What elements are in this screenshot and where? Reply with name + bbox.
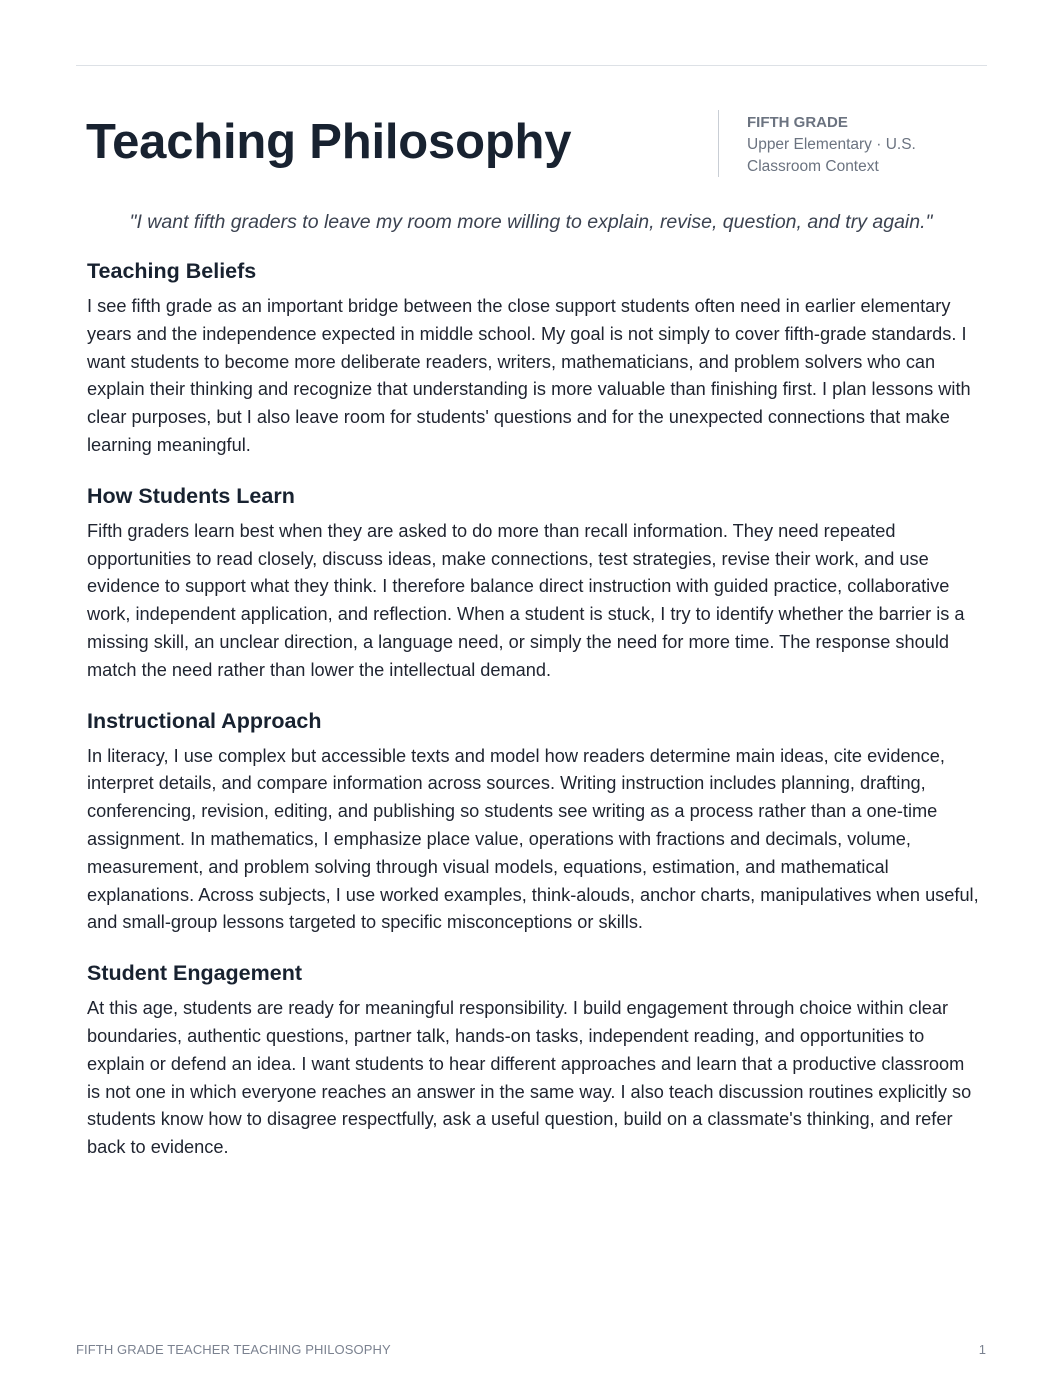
section-teaching-beliefs: [87, 255, 980, 460]
page-title: Teaching Philosophy: [86, 115, 572, 169]
page-number: 1: [978, 1342, 986, 1357]
section-heading: How Students Learn: [87, 483, 295, 508]
section-paragraph: At this age, students are ready for meaningful responsibility. I build engagement through choice within clear boundaries, authentic questions, partner talk, hands-on tasks, independent reading, and opportunities to explain or defend an idea. I want students to hear different approaches and learn that a productive classroom is not one in which everyone reaches an answer in the same way. I also teach discussion routines explicitly so students know how to disagree respectfully, ask a useful question, build on a classmate's thinking, and refer back to evidence.: [87, 998, 972, 1158]
section-heading: Teaching Beliefs: [87, 259, 257, 283]
section-instructional-approach: [87, 705, 980, 938]
context-label: Classroom Context: [747, 158, 879, 175]
pull-quote: "I want fifth graders to leave my room more willing to explain, revise, question, and try again.": [129, 211, 933, 233]
section-paragraph: I see fifth grade as an important bridge between the close support students often need in earlier elementary years and the independence expected in middle school. My goal is not simply to cover fifth-grade standards. I want students to become more deliberate readers, writers, mathematicians, and problem solvers who can explain their thinking and recognize that understanding is more valuable than finishing first. I plan lessons with clear purposes, but I also leave room for students' questions and for the unexpected connections that make learning meaningful.: [87, 296, 971, 455]
section-paragraph: In literacy, I use complex but accessible texts and model how readers determine main ideas, cite evidence, interpret details, and compare information across sources. Writing instruction includes planning, drafting, conferencing, revision, editing, and publishing so students see writing as a process rather than a one-time assignment. In mathematics, I emphasize place value, operations with fractions and decimals, volume, measurement, and problem solving through visual models, equations, estimation, and mathematical explanations. Across subjects, I use worked examples, think-alouds, anchor charts, manipulatives when useful, and small-group lessons targeted to specific misconceptions or skills.: [87, 745, 979, 933]
top-divider: [76, 65, 987, 66]
grade-label: FIFTH GRADE: [747, 114, 848, 131]
section-student-engagement: [87, 957, 980, 1162]
section-paragraph: Fifth graders learn best when they are asked to do more than recall information. They need repeated opportunities to read closely, discuss ideas, make connections, test strategies, revise their work, and use evidence to support what they think. I therefore balance direct instruction with guided practice, collaborative work, independent application, and reflection. When a student is stuck, I try to identify whether the barrier is a missing skill, an unclear direction, a language need, or simply the need for more time. The response should match the need rather than lower the intellectual demand.: [87, 520, 965, 680]
section-heading: Student Engagement: [87, 961, 303, 986]
document-body: [87, 255, 980, 1182]
footer-label: FIFTH GRADE TEACHER TEACHING PHILOSOPHY: [76, 1342, 391, 1357]
meta-block: [718, 110, 916, 177]
level-label: Upper Elementary · U.S.: [747, 136, 916, 153]
section-how-students-learn: [87, 480, 980, 685]
section-heading: Instructional Approach: [87, 708, 322, 733]
